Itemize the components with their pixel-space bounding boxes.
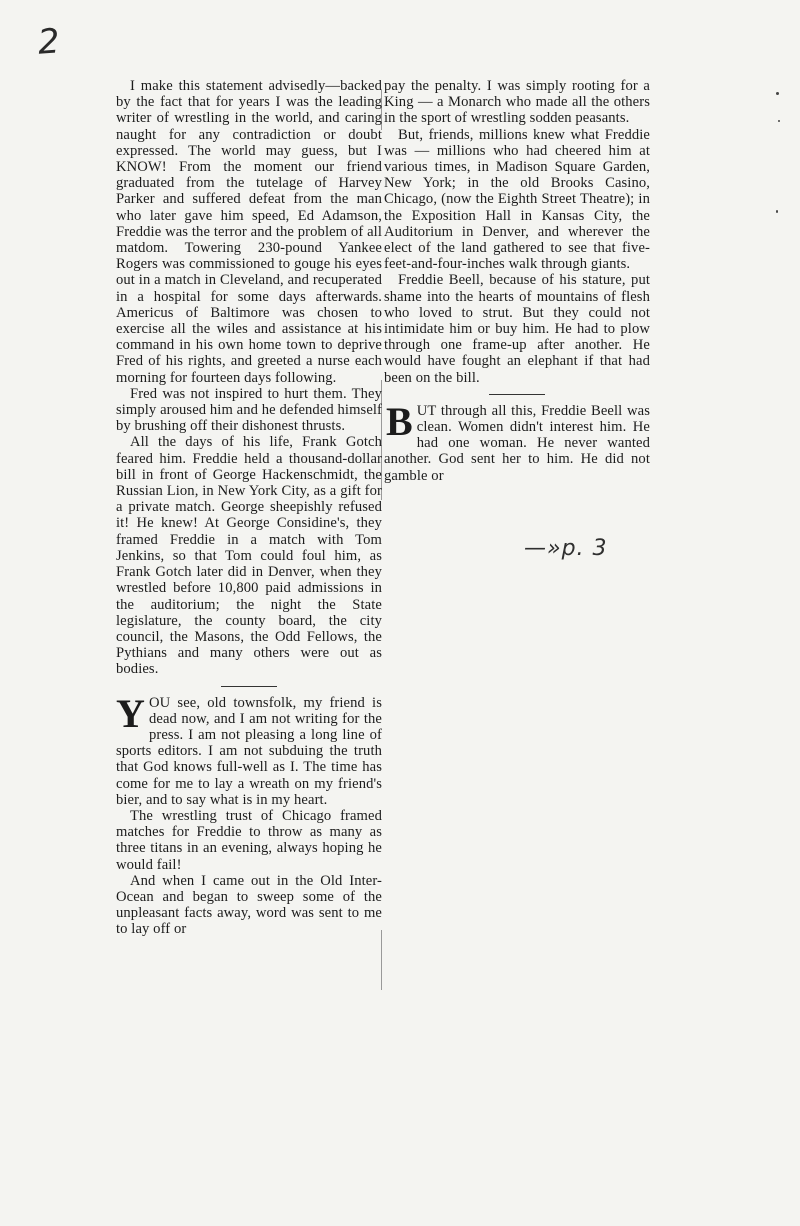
- paragraph: I make this statement advisedly—backed by the fact that for years I was the leading writer of wrestling in the world, and caring naught for any contradiction or doubt expressed. The world may guess, but I KNOW! From the moment our friend graduated from the tutelage of Harvey Parker and suffered defeat from the man who later gave him speed, Ed Adamson, Freddie was the terror and the problem of all matdom. Towering 230-pound Yankee Rogers was commissioned to gouge his eyes out in a match in Cleveland, and recuperated in a hospital for some days afterwards. Americus of Baltimore was chosen to exercise all the wiles and assistance at his command in his own home town to deprive Fred of his rights, and greeted a nurse each morning for fourteen days following.: [116, 78, 382, 386]
- right-column: [384, 78, 650, 484]
- paragraph: pay the penalty. I was simply rooting for a King — a Monarch who made all the others in the sport of wrestling sodden peasants.: [384, 78, 650, 127]
- section-rule: [489, 394, 545, 395]
- paragraph: [116, 690, 382, 808]
- drop-cap: Y: [116, 690, 145, 736]
- scan-speck: [778, 120, 780, 122]
- paragraph: [384, 398, 650, 484]
- paragraph: Freddie Beell, because of his stature, put shame into the hearts of mountains of flesh who loved to strut. But they could not intimidate him or buy him. He had to plow through one frame-up after another. He would have fought an elephant if that had been on the bill.: [384, 272, 650, 386]
- handwritten-page-note: —»p. 3: [524, 536, 608, 561]
- page-number: 2: [36, 21, 62, 63]
- paragraph-text: OU see, old townsfolk, my friend is dead now, and I am not writing for the press. I am not pleasing a long line of sports editors. I am not subduing the truth that God knows full-well as I. The time has come for me to lay a wreath on my friend's bier, and to say what is in my heart.: [116, 694, 382, 808]
- paragraph: And when I came out in the Old Inter-Ocean and began to sweep some of the unpleasant facts away, word was sent to me to lay off or: [116, 872, 382, 938]
- paragraph: Fred was not inspired to hurt them. They simply aroused him and he defended himself by brushing off their dishonest thrusts.: [116, 385, 383, 435]
- section-rule: [221, 686, 277, 687]
- scan-speck: [776, 210, 778, 213]
- column-divider: [381, 930, 382, 990]
- paragraph: The wrestling trust of Chicago framed matches for Freddie to throw as many as three titans in an evening, always hoping he would fail!: [116, 807, 382, 873]
- paragraph-text: UT through all this, Freddie Beell was clean. Women didn't interest him. He had one woman. He never wanted another. God sent her to him. He did not gamble or: [384, 402, 650, 484]
- scan-speck: [776, 92, 779, 95]
- paragraph: All the days of his life, Frank Gotch feared him. Freddie held a thousand-dollar bill in front of George Hackenschmidt, the Russian Lion, in New York City, as a gift for a private match. George sheepishly refused it! He knew! At George Considine's, they framed Freddie in a match with Tom Jenkins, so that Tom could foul him, as Frank Gotch later did in Denver, when they wrestled before 10,800 paid admissions in the auditorium; the night the State legislature, the county board, the city council, the Masons, the Odd Fellows, the Pythians and many others were out as bodies.: [116, 434, 382, 678]
- left-column: [116, 78, 382, 938]
- paragraph: But, friends, millions knew what Freddie was — millions who had cheered him at various times, in Madison Square Garden, New York; in the old Brooks Casino, Chicago, (now the Eighth Street Theatre); in the Exposition Hall in Kansas City, the Auditorium in Denver, and wherever the elect of the land gathered to see that five-feet-and-four-inches walk through giants.: [384, 126, 650, 273]
- drop-cap: B: [386, 398, 413, 444]
